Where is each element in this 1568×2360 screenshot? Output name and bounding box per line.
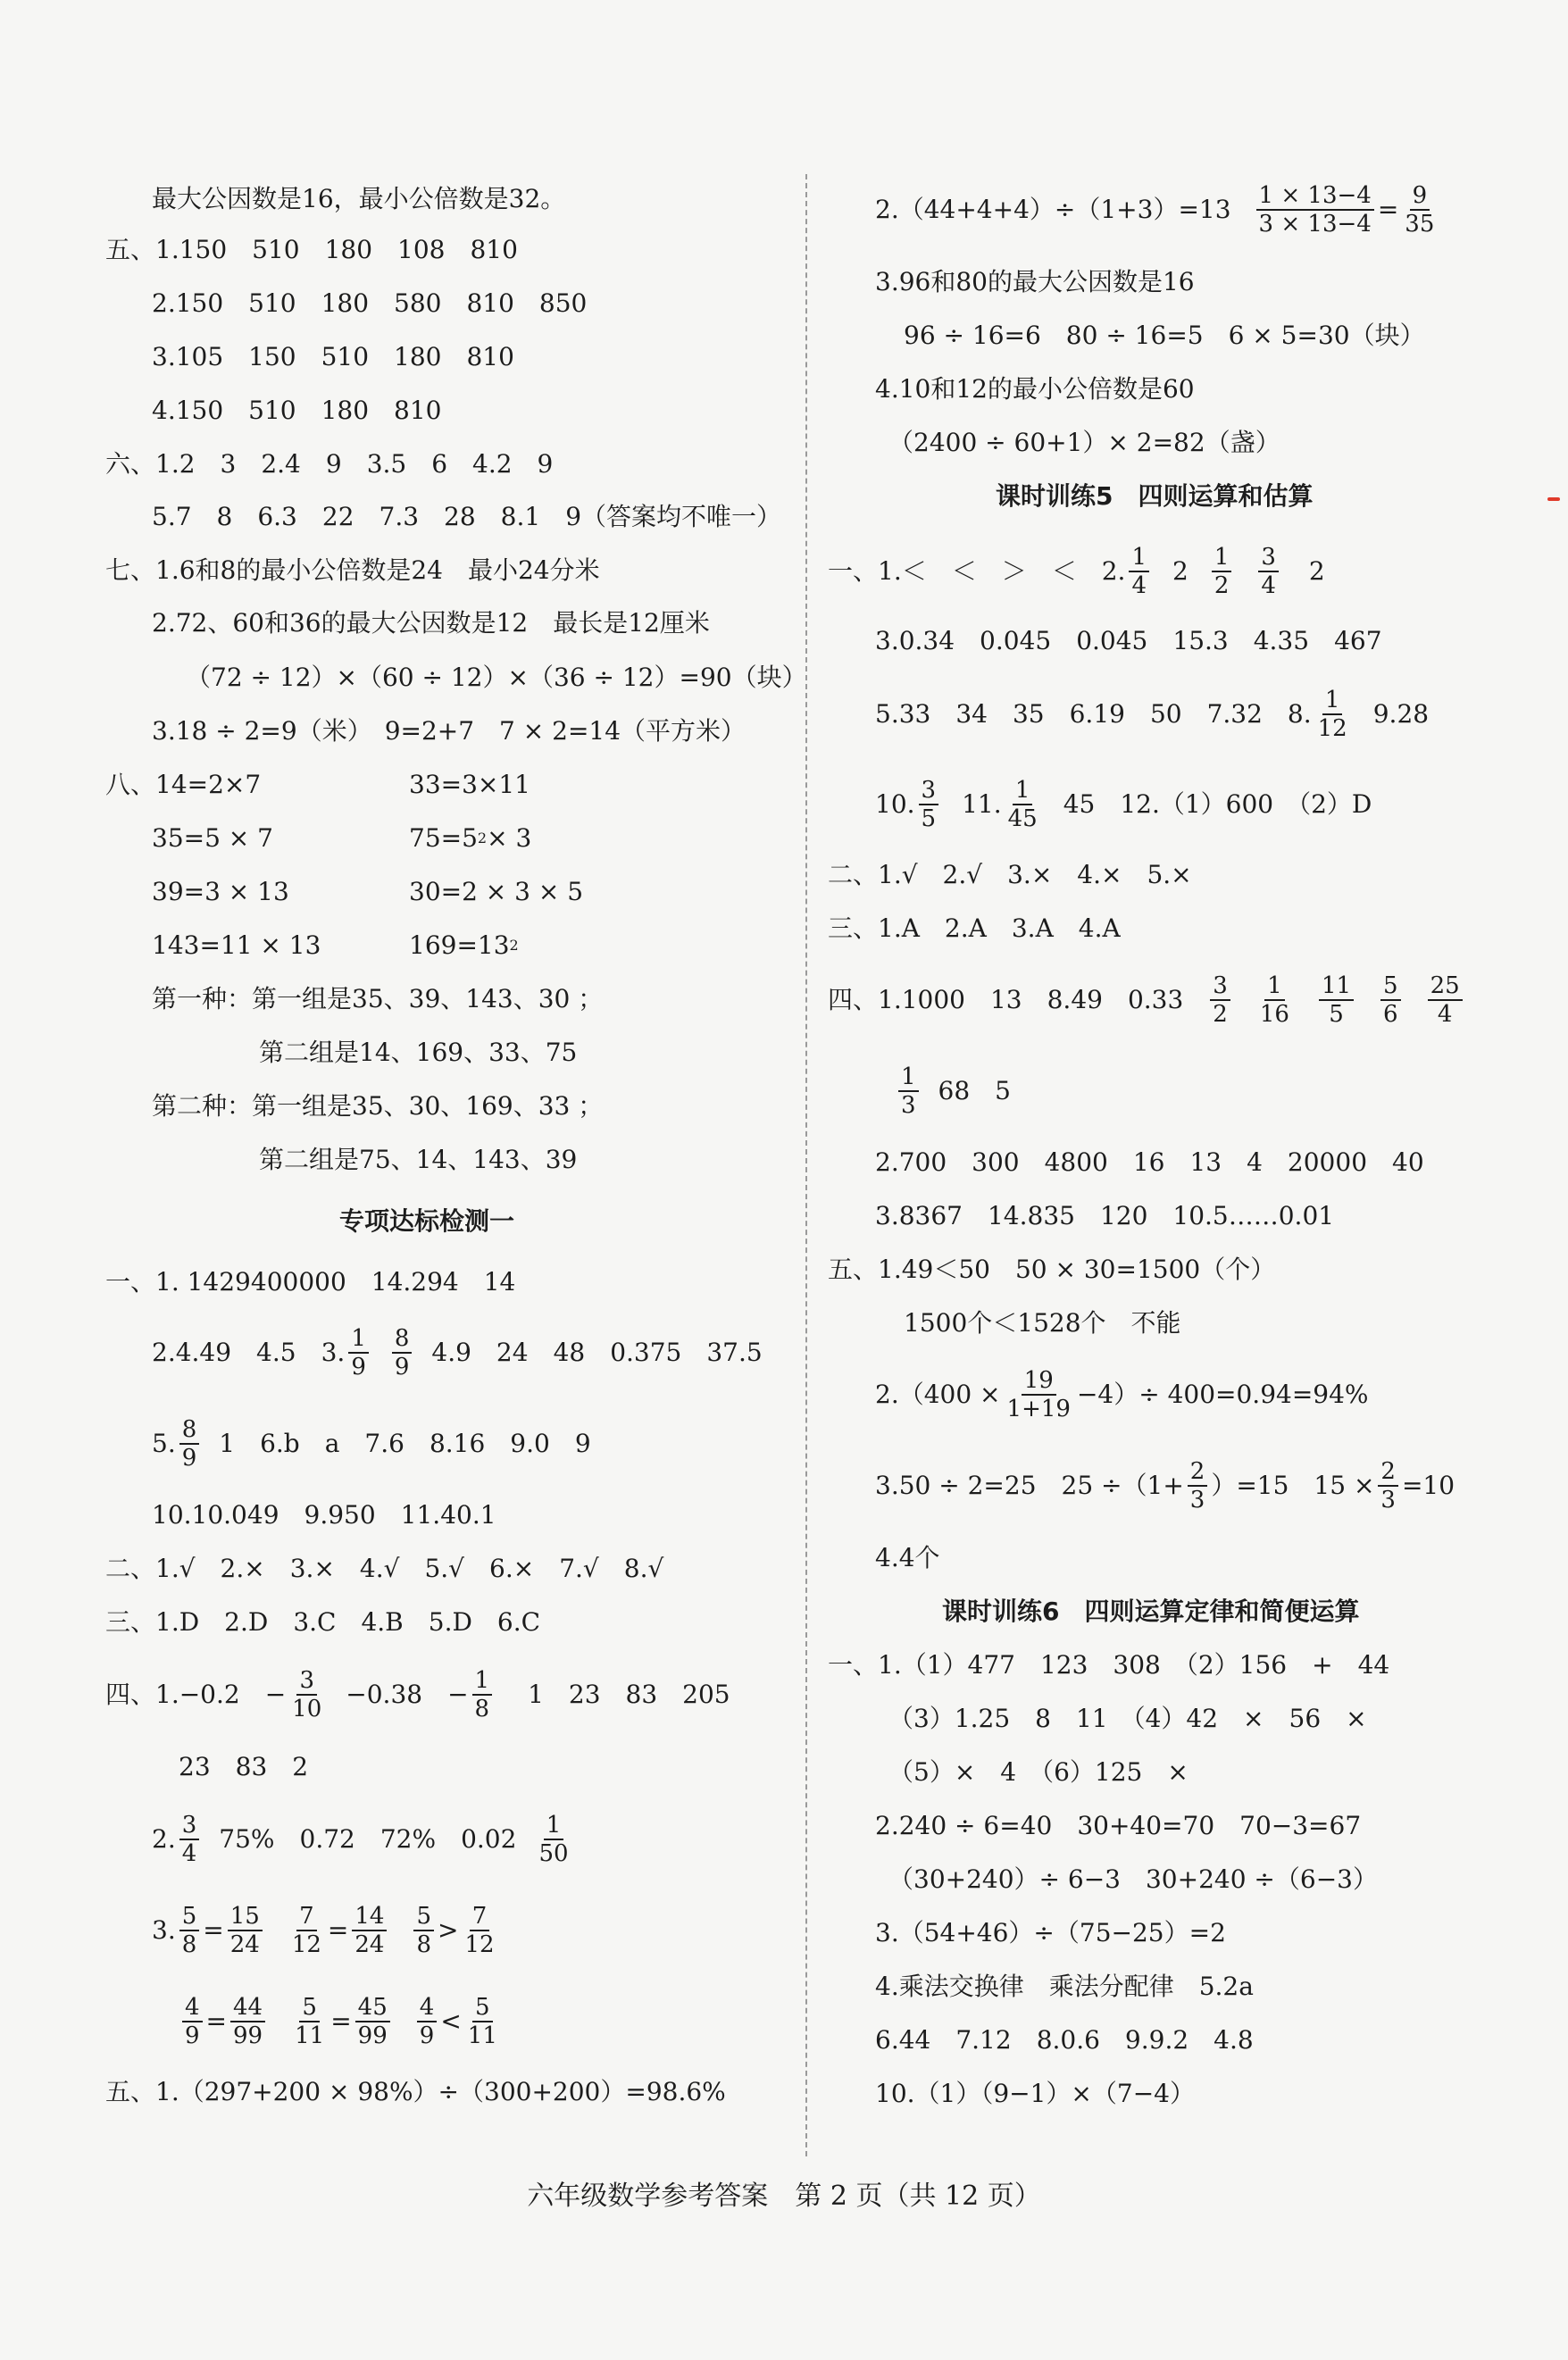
answer-line: 23 83 2 xyxy=(179,1752,309,1781)
answer-line: 4.10和12的最小公倍数是60 xyxy=(875,374,1195,404)
fraction: $\frac{9}{35}$ xyxy=(1405,182,1435,238)
answer-line: 5. $\frac{8}{9}$ 1 6.b a 7.6 8.16 9.0 9 xyxy=(152,1416,591,1472)
fraction: $\frac{1}{9}$ xyxy=(348,1325,369,1380)
answer-line: 三、1.A 2.A 3.A 4.A xyxy=(828,913,1121,943)
answer-line: 10.（1）（9−1）×（7−4） xyxy=(875,2079,1195,2108)
answer-line: 八、14=2×7 xyxy=(105,770,262,799)
answer-line: 3.0.34 0.045 0.045 15.3 4.35 467 xyxy=(875,626,1382,655)
fraction: $\frac{8}{9}$ xyxy=(179,1416,200,1472)
answer-line: 10. $\frac{3}{5}$ 11. $\frac{1}{45}$ 45 12.（1）600 （2）D xyxy=(875,777,1372,832)
fraction: $\frac{3}{2}$ xyxy=(1210,972,1230,1028)
answer-line: 35=5 × 7 xyxy=(152,823,273,853)
answer-line: 4.4个 xyxy=(875,1543,940,1572)
answer-line: 第一种：第一组是35、39、143、30 ； xyxy=(152,984,604,1013)
fraction: $\frac{1}{3}$ xyxy=(898,1063,919,1119)
answer-line: 2.4.49 4.5 3. $\frac{1}{9}$ $\frac{8}{9}$ 4.9 24 48 0.375 37.5 xyxy=(152,1325,763,1380)
answer-line: （2400 ÷ 60+1）× 2=82（盏） xyxy=(888,428,1280,457)
fraction: $\frac{4}{9}$ xyxy=(417,1994,438,2049)
fraction: $\frac{2}{3}$ xyxy=(1378,1458,1398,1514)
fraction: $\frac{44}{99}$ xyxy=(230,1994,265,2049)
answer-line: （72 ÷ 12）×（60 ÷ 12）×（36 ÷ 12）=90（块） xyxy=(186,663,807,692)
fraction: $\frac{11}{5}$ xyxy=(1319,972,1354,1028)
answer-line: 2.（400 × $\frac{19}{1+19}$ −4）÷ 400=0.94=94% xyxy=(875,1367,1369,1422)
answer-line: 第二组是14、169、33、75 xyxy=(259,1038,578,1067)
answer-line: （30+240）÷ 6−3 30+240 ÷（6−3） xyxy=(888,1864,1378,1894)
answer-line: 五、1.49＜50 50 × 30=1500（个） xyxy=(828,1255,1276,1284)
fraction: $\frac{1}{8}$ xyxy=(472,1667,493,1722)
fraction: $\frac{2}{3}$ xyxy=(1188,1458,1208,1514)
answer-line: 一、1.＜ ＜ ＞ ＜ 2. $\frac{1}{4}$ 2 $\frac{1}{2}$ $\frac{3}{4}$ 2 xyxy=(828,544,1325,599)
fraction: $\frac{1}{45}$ xyxy=(1007,777,1038,832)
fraction: $\frac{7}{12}$ xyxy=(464,1903,495,1958)
answer-line: （3）1.25 8 11 （4）42 × 56 × xyxy=(888,1704,1367,1733)
fraction: $\frac{19}{1+19}$ xyxy=(1006,1367,1071,1422)
answer-line: 二、1.√ 2.√ 3.× 4.× 5.× xyxy=(828,860,1192,889)
fraction: $\frac{5}{6}$ xyxy=(1380,972,1401,1028)
answer-line: $\frac{1}{3}$ 68 5 xyxy=(895,1060,1011,1122)
answer-line: 二、1.√ 2.× 3.× 4.√ 5.√ 6.× 7.√ 8.√ xyxy=(105,1554,664,1583)
page-footer: 六年级数学参考答案 第 2 页（共 12 页） xyxy=(527,2181,1041,2212)
section-heading: 专项达标检测一 xyxy=(339,1206,515,1236)
fraction: $\frac{8}{9}$ xyxy=(392,1325,413,1380)
answer-line: 五、1.150 510 180 108 810 xyxy=(105,235,518,264)
fraction: $\frac{1}{12}$ xyxy=(1317,687,1347,742)
answer-line: 6.44 7.12 8.0.6 9.9.2 4.8 xyxy=(875,2025,1254,2055)
answer-line: 10.10.049 9.950 11.40.1 xyxy=(152,1500,496,1530)
fraction: $\frac{5}{11}$ xyxy=(295,1994,325,2049)
red-mark xyxy=(1547,497,1560,501)
fraction: $\frac{5}{8}$ xyxy=(413,1903,434,1958)
answer-line: 3.8367 14.835 120 10.5……0.01 xyxy=(875,1201,1335,1230)
section-heading: 课时训练6 四则运算定律和简便运算 xyxy=(942,1597,1360,1626)
answer-line: 3.105 150 510 180 810 xyxy=(152,342,514,371)
answer-line: 2. $\frac{3}{4}$ 75% 0.72 72% 0.02 $\frac{1}{50}$ xyxy=(152,1808,575,1871)
answer-line: 1500个＜1528个 不能 xyxy=(904,1308,1181,1338)
answer-line: 30=2 × 3 × 5 xyxy=(409,877,584,906)
answer-line: 75=5 2 × 3 xyxy=(409,823,532,853)
fraction: $\frac{3}{5}$ xyxy=(919,777,939,832)
fraction: $\frac{1}{16}$ xyxy=(1259,972,1289,1028)
fraction: $\frac{45}{99}$ xyxy=(355,1994,390,2049)
answer-line: 三、1.D 2.D 3.C 4.B 5.D 6.C xyxy=(105,1607,541,1637)
answer-line: 最大公因数是16，最小公倍数是32。 xyxy=(152,184,566,213)
answer-line: 3.96和80的最大公因数是16 xyxy=(875,267,1195,296)
answer-line: 169=13 2 xyxy=(409,930,519,960)
answer-line: 3.（54+46）÷（75−25）=2 xyxy=(875,1918,1226,1947)
fraction: $\frac{3}{10}$ xyxy=(292,1667,322,1722)
fraction: $\frac{3}{4}$ xyxy=(179,1812,200,1867)
answer-line: 六、1.2 3 2.4 9 3.5 6 4.2 9 xyxy=(105,449,554,479)
answer-line: （5）× 4 （6）125 × xyxy=(888,1757,1189,1787)
answer-line: 一、1. 1429400000 14.294 14 xyxy=(105,1267,516,1297)
answer-line: 5.33 34 35 6.19 50 7.32 8. $\frac{1}{12}$ 9.28 xyxy=(875,687,1430,742)
answer-line: 4.150 510 180 810 xyxy=(152,396,442,425)
fraction: $\frac{3}{4}$ xyxy=(1258,544,1279,599)
fraction: $\frac{1}{2}$ xyxy=(1212,544,1232,599)
fraction: $\frac{14}{24}$ xyxy=(352,1903,387,1958)
fraction: $\frac{1 \times 13-4}{3 \times 13-4}$ xyxy=(1256,182,1374,238)
answer-line: 4.乘法交换律 乘法分配律 5.2a xyxy=(875,1972,1254,2001)
answer-line: 96 ÷ 16=6 80 ÷ 16=5 6 × 5=30（块） xyxy=(904,321,1425,350)
answer-line: 3.50 ÷ 2=25 25 ÷（1+ $\frac{2}{3}$ ）=15 15 × $\frac{2}{3}$ =10 xyxy=(875,1458,1455,1514)
fraction: $\frac{7}{12}$ xyxy=(291,1903,321,1958)
section-heading: 课时训练5 四则运算和估算 xyxy=(996,481,1314,511)
fraction: $\frac{5}{8}$ xyxy=(179,1903,200,1958)
fraction: $\frac{1}{50}$ xyxy=(538,1812,569,1867)
answer-line: 5.7 8 6.3 22 7.3 28 8.1 9（答案均不唯一） xyxy=(152,502,782,531)
answer-line: 一、1.（1）477 123 308 （2）156 + 44 xyxy=(828,1650,1390,1680)
answer-line: 2.150 510 180 580 810 850 xyxy=(152,288,588,318)
answer-line: 第二种：第一组是35、30、169、33 ； xyxy=(152,1091,604,1121)
answer-line: 2.（44+4+4）÷（1+3）=13 $\frac{1 \times 13-4}{3 \times 13-4}$ = $\frac{9}{35}$ xyxy=(875,179,1440,241)
fraction: $\frac{1}{4}$ xyxy=(1129,544,1149,599)
answer-line: 五、1.（297+200 × 98%）÷（300+200）=98.6% xyxy=(105,2077,726,2106)
answer-line: 3.18 ÷ 2=9（米） 9=2+7 7 × 2=14（平方米） xyxy=(152,716,746,746)
answer-line: 2.240 ÷ 6=40 30+40=70 70−3=67 xyxy=(875,1811,1362,1840)
answer-line: 2.72、60和36的最大公因数是12 最长是12厘米 xyxy=(152,608,710,638)
answer-line: 39=3 × 13 xyxy=(152,877,289,906)
answer-line: 33=3×11 xyxy=(409,770,530,799)
answer-line: 四、1.−0.2 − $\frac{3}{10}$ −0.38 − $\frac{1}{8}$ 1 23 83 205 xyxy=(105,1667,730,1722)
answer-line: 3. $\frac{5}{8}$ = $\frac{15}{24}$ $\frac{7}{12}$ = $\frac{14}{24}$ $\frac{5}{8}$ > $\frac{7}{12}$ xyxy=(152,1899,501,1962)
fraction: $\frac{4}{9}$ xyxy=(182,1994,203,2049)
answer-line: 第二组是75、14、143、39 xyxy=(259,1145,578,1174)
answer-line: 七、1.6和8的最小公倍数是24 最小24分米 xyxy=(105,555,600,585)
fraction: $\frac{5}{11}$ xyxy=(467,1994,497,2049)
fraction: $\frac{15}{24}$ xyxy=(228,1903,263,1958)
answer-line: 四、1.1000 13 8.49 0.33 $\frac{3}{2}$ $\frac{1}{16}$ $\frac{11}{5}$ $\frac{5}{6}$ $\frac{25}{4}$ xyxy=(828,969,1466,1031)
fraction: $\frac{25}{4}$ xyxy=(1428,972,1463,1028)
column-divider xyxy=(805,174,807,2156)
answer-line: 143=11 × 13 xyxy=(152,930,321,960)
answer-line: $\frac{4}{9}$ = $\frac{44}{99}$ $\frac{5}{11}$ = $\frac{45}{99}$ $\frac{4}{9}$ < $\frac{5}{11}$ xyxy=(179,1990,504,2053)
answer-line: 2.700 300 4800 16 13 4 20000 40 xyxy=(875,1147,1424,1177)
